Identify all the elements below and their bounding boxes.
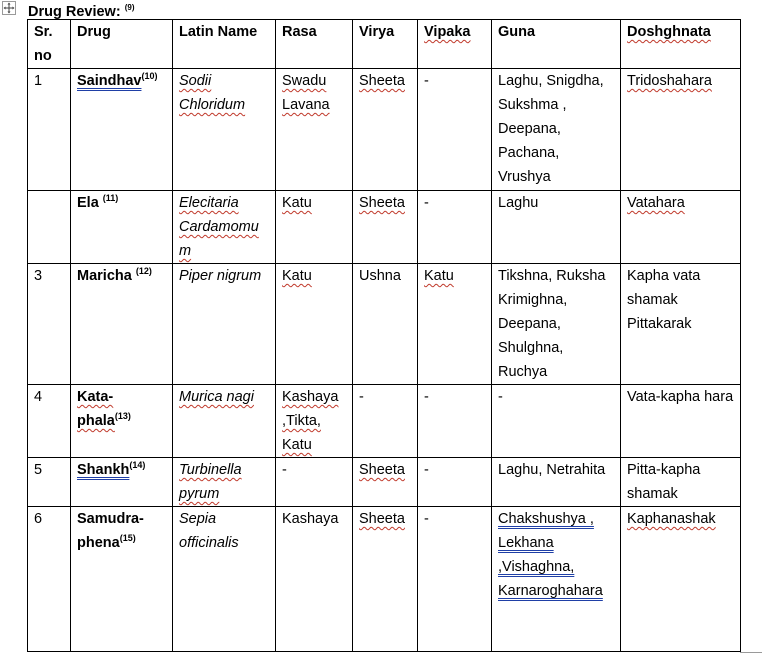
- cell-doshghnata: Vatahara: [621, 191, 741, 264]
- cell-latin: Sodii Chloridum: [173, 69, 276, 191]
- cell-guna: Laghu, Snigdha, Sukshma , Deepana, Pachana, Vrushya: [492, 69, 621, 191]
- cell-virya: Sheeta: [353, 507, 418, 652]
- cell-rasa: Kashaya: [276, 507, 353, 652]
- cell-doshghnata: Tridoshahara: [621, 69, 741, 191]
- header-rasa: Rasa: [276, 20, 353, 69]
- table-row: [28, 458, 741, 507]
- header-guna: Guna: [492, 20, 621, 69]
- cell-drug: Maricha $^{(12)}$: [71, 264, 173, 385]
- cell-sr: 1: [28, 69, 71, 191]
- cell-latin: Turbinella pyrum: [173, 458, 276, 507]
- header-virya: Virya: [353, 20, 418, 69]
- cell-rasa: -: [276, 458, 353, 507]
- table-row: [28, 507, 741, 652]
- table-row: [28, 385, 741, 458]
- cell-drug: Saindhav$^{(10)}$: [71, 69, 173, 191]
- cell-guna: Laghu, Netrahita: [492, 458, 621, 507]
- cell-vipaka: -: [418, 507, 492, 652]
- cell-vipaka: -: [418, 458, 492, 507]
- drug-review-table: [27, 19, 741, 652]
- cell-latin: Piper nigrum: [173, 264, 276, 385]
- table-move-handle-icon[interactable]: [2, 1, 16, 15]
- cell-sr: 6: [28, 507, 71, 652]
- cell-sr: 3: [28, 264, 71, 385]
- cell-virya: Sheeta: [353, 69, 418, 191]
- header-vipaka: Vipaka: [418, 20, 492, 69]
- header-latin-name: Latin Name: [173, 20, 276, 69]
- header-drug: Drug: [71, 20, 173, 69]
- cell-doshghnata: Vata-kapha hara: [621, 385, 741, 458]
- cell-drug: Samudra-phena$^{(15)}$: [71, 507, 173, 652]
- cell-drug: Kata-phala$^{(13)}$: [71, 385, 173, 458]
- cell-guna: Chakshushya , Lekhana ,Vishaghna, Karnaroghahara: [492, 507, 621, 652]
- cell-latin: Murica nagi: [173, 385, 276, 458]
- cell-virya: Ushna: [353, 264, 418, 385]
- cell-guna: Laghu: [492, 191, 621, 264]
- cell-vipaka: -: [418, 385, 492, 458]
- cell-rasa: Katu: [276, 264, 353, 385]
- cell-virya: Sheeta: [353, 191, 418, 264]
- cell-vipaka: Katu: [418, 264, 492, 385]
- cell-latin: Elecitaria Cardamomum: [173, 191, 276, 264]
- cell-rasa: Swadu Lavana: [276, 69, 353, 191]
- table-header-row: [28, 20, 741, 69]
- cell-rasa: Kashaya ,Tikta, Katu: [276, 385, 353, 458]
- table-row: [28, 264, 741, 385]
- header-doshghnata: Doshghnata: [621, 20, 741, 69]
- cell-sr: [28, 191, 71, 264]
- cell-doshghnata: Pitta-kapha shamak: [621, 458, 741, 507]
- cell-latin: Sepia officinalis: [173, 507, 276, 652]
- cell-drug: Ela $^{(11)}$: [71, 191, 173, 264]
- cell-sr: 5: [28, 458, 71, 507]
- cell-vipaka: -: [418, 191, 492, 264]
- cell-drug: Shankh$^{(14)}$: [71, 458, 173, 507]
- table-row: [28, 69, 741, 191]
- cell-sr: 4: [28, 385, 71, 458]
- table-row: [28, 191, 741, 264]
- cell-guna: Tikshna, Ruksha Krimighna, Deepana, Shulghna, Ruchya: [492, 264, 621, 385]
- table-resize-handle[interactable]: [740, 652, 762, 656]
- heading-title: Drug Review:: [28, 3, 121, 20]
- cell-doshghnata: Kapha vata shamak Pittakarak: [621, 264, 741, 385]
- header-sr-no: Sr. no: [28, 20, 71, 69]
- cell-rasa: Katu: [276, 191, 353, 264]
- cell-virya: Sheeta: [353, 458, 418, 507]
- heading-reference: (9): [124, 3, 135, 12]
- cell-guna: -: [492, 385, 621, 458]
- cell-virya: -: [353, 385, 418, 458]
- cell-doshghnata: Kaphanashak: [621, 507, 741, 652]
- cell-vipaka: -: [418, 69, 492, 191]
